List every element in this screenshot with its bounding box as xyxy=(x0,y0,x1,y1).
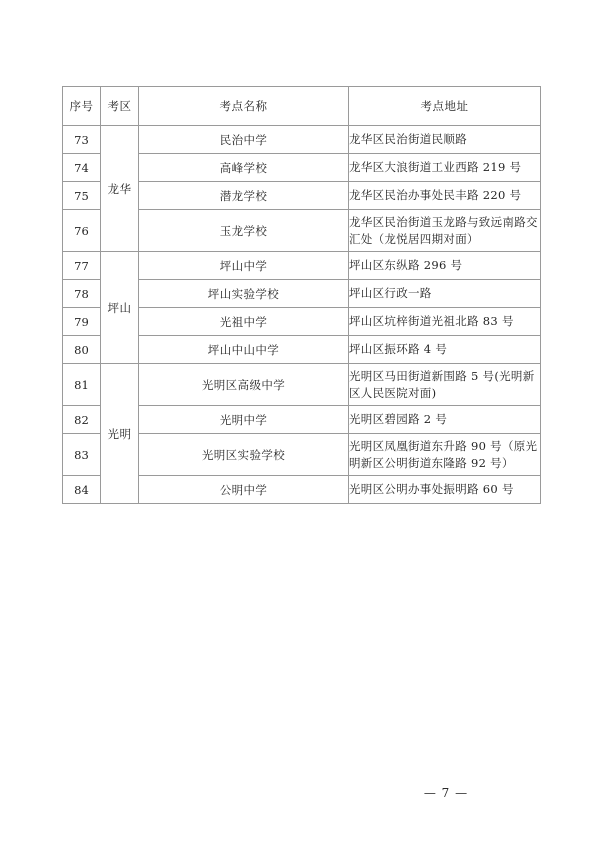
exam-sites-table xyxy=(62,86,541,504)
cell-site-address: 龙华区民治街道民顺路 xyxy=(349,126,541,154)
cell-site-address: 坪山区行政一路 xyxy=(349,280,541,308)
cell-seq: 82 xyxy=(63,406,101,434)
column-header-site-name: 考点名称 xyxy=(139,87,349,126)
cell-seq: 74 xyxy=(63,154,101,182)
cell-site-address: 坪山区东纵路 296 号 xyxy=(349,252,541,280)
column-header-zone: 考区 xyxy=(101,87,139,126)
cell-seq: 78 xyxy=(63,280,101,308)
cell-zone-guangming: 光明 xyxy=(101,364,139,504)
column-header-site-address: 考点地址 xyxy=(349,87,541,126)
cell-site-address: 龙华区民治街道玉龙路与致远南路交汇处（龙悦居四期对面） xyxy=(349,210,541,252)
cell-site-name: 坪山中山中学 xyxy=(139,336,349,364)
cell-site-address: 坪山区振环路 4 号 xyxy=(349,336,541,364)
cell-site-address: 龙华区大浪街道工业西路 219 号 xyxy=(349,154,541,182)
table-header-row xyxy=(63,87,541,126)
cell-site-name: 光明区实验学校 xyxy=(139,434,349,476)
column-header-seq: 序号 xyxy=(63,87,101,126)
cell-seq: 76 xyxy=(63,210,101,252)
cell-seq: 80 xyxy=(63,336,101,364)
cell-site-address: 光明区凤凰街道东升路 90 号（原光明新区公明街道东隆路 92 号） xyxy=(349,434,541,476)
cell-site-name: 潜龙学校 xyxy=(139,182,349,210)
cell-site-address: 坪山区坑梓街道光祖北路 83 号 xyxy=(349,308,541,336)
cell-site-name: 玉龙学校 xyxy=(139,210,349,252)
cell-site-address: 龙华区民治办事处民丰路 220 号 xyxy=(349,182,541,210)
cell-site-name: 坪山实验学校 xyxy=(139,280,349,308)
cell-seq: 79 xyxy=(63,308,101,336)
cell-seq: 77 xyxy=(63,252,101,280)
cell-site-name: 坪山中学 xyxy=(139,252,349,280)
cell-site-name: 公明中学 xyxy=(139,476,349,504)
cell-zone-longhua: 龙华 xyxy=(101,126,139,252)
page-footer xyxy=(0,786,600,800)
cell-seq: 81 xyxy=(63,364,101,406)
cell-site-name: 光祖中学 xyxy=(139,308,349,336)
cell-site-address: 光明区碧园路 2 号 xyxy=(349,406,541,434)
cell-site-address: 光明区马田街道新围路 5 号(光明新区人民医院对面) xyxy=(349,364,541,406)
cell-site-name: 高峰学校 xyxy=(139,154,349,182)
cell-site-name: 民治中学 xyxy=(139,126,349,154)
table-row xyxy=(63,252,541,280)
table-row xyxy=(63,126,541,154)
table-row xyxy=(63,364,541,406)
cell-site-address: 光明区公明办事处振明路 60 号 xyxy=(349,476,541,504)
cell-seq: 84 xyxy=(63,476,101,504)
cell-seq: 83 xyxy=(63,434,101,476)
cell-seq: 75 xyxy=(63,182,101,210)
cell-zone-pingshan: 坪山 xyxy=(101,252,139,364)
page-number: — 7 — xyxy=(423,786,469,800)
cell-seq: 73 xyxy=(63,126,101,154)
cell-site-name: 光明中学 xyxy=(139,406,349,434)
cell-site-name: 光明区高级中学 xyxy=(139,364,349,406)
